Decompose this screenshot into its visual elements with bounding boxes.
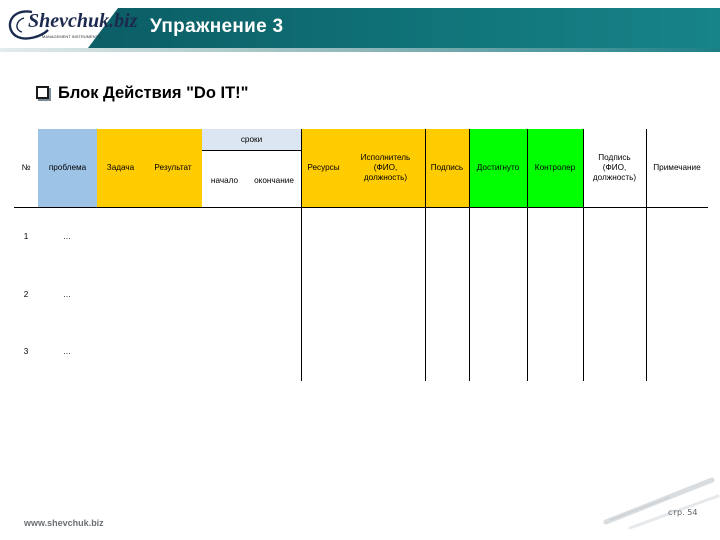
row-1-problem: …	[62, 232, 72, 241]
square-bullet-icon	[36, 86, 49, 99]
header-signature2-line2: (ФИО,	[602, 163, 627, 172]
bullet-heading-text: Блок Действия "Do IT!"	[58, 84, 249, 102]
header-task: Задача	[106, 163, 135, 172]
logo-wordmark: Shevchuk.biz	[28, 10, 138, 32]
header-signature: Подпись	[430, 163, 464, 172]
footer-url[interactable]: www.shevchuk.biz	[24, 518, 104, 528]
row-3-num: 3	[23, 347, 29, 356]
row-1-num: 1	[23, 232, 29, 241]
header-resources: Ресурсы	[307, 163, 340, 172]
header-note: Примечание	[653, 163, 701, 172]
header-signature2	[583, 148, 646, 188]
header-deadlines: сроки	[240, 135, 263, 144]
header-executor-line3: должность)	[363, 173, 408, 182]
pen-decoration-icon	[600, 462, 720, 532]
header-executor	[346, 148, 425, 188]
col-divider-resources	[301, 129, 302, 381]
slide-title: Упражнение 3	[150, 16, 284, 37]
col-divider-controller	[527, 129, 528, 381]
row-2-num: 2	[23, 290, 29, 299]
header-signature2-line3: должность)	[592, 173, 637, 182]
col-divider-signature	[425, 129, 426, 381]
header-signature2-line1: Подпись	[598, 153, 631, 162]
logo	[2, 2, 138, 46]
col-divider-signature2	[583, 129, 584, 381]
header-problem: проблема	[48, 163, 87, 172]
deadlines-divider	[202, 150, 301, 151]
header-achieved: Достигнуто	[476, 163, 520, 172]
row-3-problem: …	[62, 347, 72, 356]
col-divider-note	[646, 129, 647, 381]
header-divider	[0, 48, 720, 52]
header-num: №	[21, 163, 31, 172]
header-result: Результат	[154, 163, 192, 172]
page-number: стр. 54	[668, 508, 698, 517]
logo-tagline: MANAGEMENT INSTRUMENTS	[42, 34, 101, 39]
col-divider-achieved	[469, 129, 470, 381]
header-end: окончание	[254, 176, 294, 185]
header-start: начало	[210, 176, 239, 185]
header-bottom-border	[14, 207, 708, 208]
header-executor-line2: (ФИО,	[373, 163, 398, 172]
header-controller: Контролер	[534, 163, 576, 172]
header-executor-line1: Исполнитель	[360, 153, 411, 162]
row-2-problem: …	[62, 290, 72, 299]
